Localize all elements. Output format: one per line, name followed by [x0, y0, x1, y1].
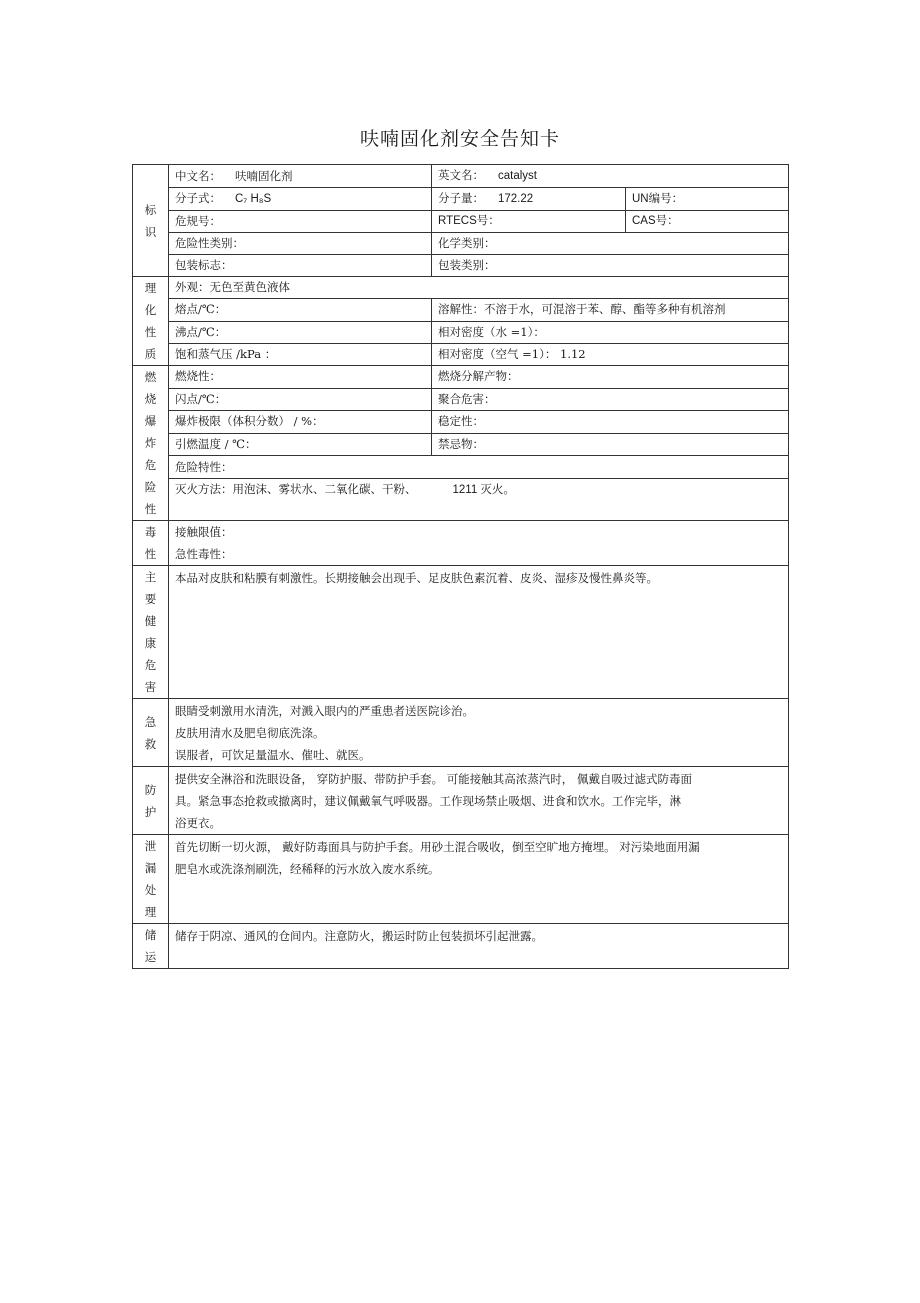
- hazard-property-cell: 危险特性：: [169, 456, 789, 479]
- safety-card-table: [132, 164, 789, 969]
- table-row: [133, 343, 789, 365]
- section-label-health: 主 要 健 康 危 害: [133, 566, 169, 699]
- section-label-storage: 储 运: [133, 924, 169, 969]
- hazard-number-cell: 危规号：: [169, 211, 432, 233]
- page-title: 呋喃固化剂安全告知卡: [359, 128, 560, 150]
- flash-point-cell: 闪点/℃：: [169, 388, 432, 411]
- molecular-weight-cell: 分子量： 172.22: [432, 188, 626, 211]
- cn-name-cell: 中文名： 呋喃固化剂: [169, 165, 432, 188]
- table-row: [133, 233, 789, 255]
- stability-cell: 稳定性：: [432, 411, 789, 434]
- table-row: [133, 566, 789, 699]
- table-row: [133, 366, 789, 389]
- leak-handling-text: 首先切断一切火源， 戴好防毒面具与防护手套。用砂土混合吸收，倒至空旷地方掩埋。 对污染地面用漏 肥皂水或洗涤剂刷洗，经稀释的污水放入废水系统。: [169, 835, 789, 924]
- formula-cell: 分子式： C₇ H₈S: [169, 188, 432, 211]
- table-row: [133, 767, 789, 835]
- exposure-limit-cell: 接触限值：: [169, 521, 789, 544]
- table-row: [133, 924, 789, 969]
- table-row: [133, 211, 789, 233]
- table-row: [133, 699, 789, 767]
- table-row: [133, 188, 789, 211]
- melting-point-cell: 熔点/℃：: [169, 299, 432, 321]
- section-label-leak: 泄 漏 处 理: [133, 835, 169, 924]
- section-label-protection: 防 护: [133, 767, 169, 835]
- extinguish-cell: 灭火方法：用泡沫、雾状水、二氧化碳、干粉、 1211 灭火。: [169, 478, 789, 520]
- section-label-physical: 理 化 性 质: [133, 277, 169, 366]
- un-number-cell: UN编号：: [626, 188, 789, 211]
- section-label-identification: 标 识: [133, 165, 169, 277]
- relative-density-air-cell: 相对密度（空气 =1）： 1.12: [432, 343, 789, 365]
- health-hazard-text: 本品对皮肤和粘膜有刺激性。长期接触会出现手、足皮肤色素沉着、皮炎、湿疹及慢性鼻炎等。: [169, 566, 789, 699]
- table-row: [133, 835, 789, 924]
- cas-cell: CAS号：: [626, 211, 789, 233]
- hazard-class-cell: 危险性类别：: [169, 233, 432, 255]
- decomposition-cell: 燃烧分解产物：: [432, 366, 789, 389]
- table-row: [133, 388, 789, 411]
- chem-class-cell: 化学类别：: [432, 233, 789, 255]
- acute-toxicity-cell: 急性毒性：: [169, 543, 789, 566]
- en-name-cell: 英文名： catalyst: [432, 165, 789, 188]
- first-aid-text: 眼睛受刺激用水清洗，对溅入眼内的严重患者送医院诊治。 皮肤用清水及肥皂彻底洗涤。 误服者，可饮足量温水、催吐、就医。: [169, 699, 789, 767]
- table-row: [133, 299, 789, 321]
- boiling-point-cell: 沸点/℃：: [169, 321, 432, 343]
- vapor-pressure-cell: 饱和蒸气压 /kPa ：: [169, 343, 432, 365]
- ignition-temp-cell: 引燃温度 / ℃：: [169, 433, 432, 456]
- table-row: [133, 543, 789, 566]
- pack-class-cell: 包装类别：: [432, 255, 789, 277]
- table-row: [133, 165, 789, 188]
- table-row: [133, 478, 789, 520]
- polymerization-cell: 聚合危害：: [432, 388, 789, 411]
- table-row: [133, 411, 789, 434]
- incompatible-cell: 禁忌物：: [432, 433, 789, 456]
- appearance-cell: 外观：无色至黄色液体: [169, 277, 789, 299]
- pack-sign-cell: 包装标志：: [169, 255, 432, 277]
- section-label-toxicity: 毒 性: [133, 521, 169, 566]
- section-label-first-aid: 急 救: [133, 699, 169, 767]
- table-row: [133, 255, 789, 277]
- solubility-cell: 溶解性：不溶于水，可混溶于苯、醇、酯等多种有机溶剂: [432, 299, 789, 321]
- protection-text: 提供安全淋浴和洗眼设备， 穿防护服、带防护手套。 可能接触其高浓蒸汽时， 佩戴自吸过滤式防毒面 具。紧急事态抢救或撤离时，建议佩戴氧气呼吸器。工作现场禁止吸烟、进食和饮水。工作完毕，淋 浴更衣。: [169, 767, 789, 835]
- flammability-cell: 燃烧性：: [169, 366, 432, 389]
- table-row: [133, 521, 789, 544]
- storage-text: 储存于阴凉、通风的仓间内。注意防火，搬运时防止包装损坏引起泄露。: [169, 924, 789, 969]
- explosion-limit-cell: 爆炸极限（体积分数） / %：: [169, 411, 432, 434]
- rtecs-cell: RTECS号：: [432, 211, 626, 233]
- table-row: [133, 433, 789, 456]
- table-row: [133, 277, 789, 299]
- table-row: [133, 456, 789, 479]
- relative-density-water-cell: 相对密度（水 =1）：: [432, 321, 789, 343]
- section-label-fire: 燃 烧 爆 炸 危 险 性: [133, 366, 169, 521]
- table-row: [133, 321, 789, 343]
